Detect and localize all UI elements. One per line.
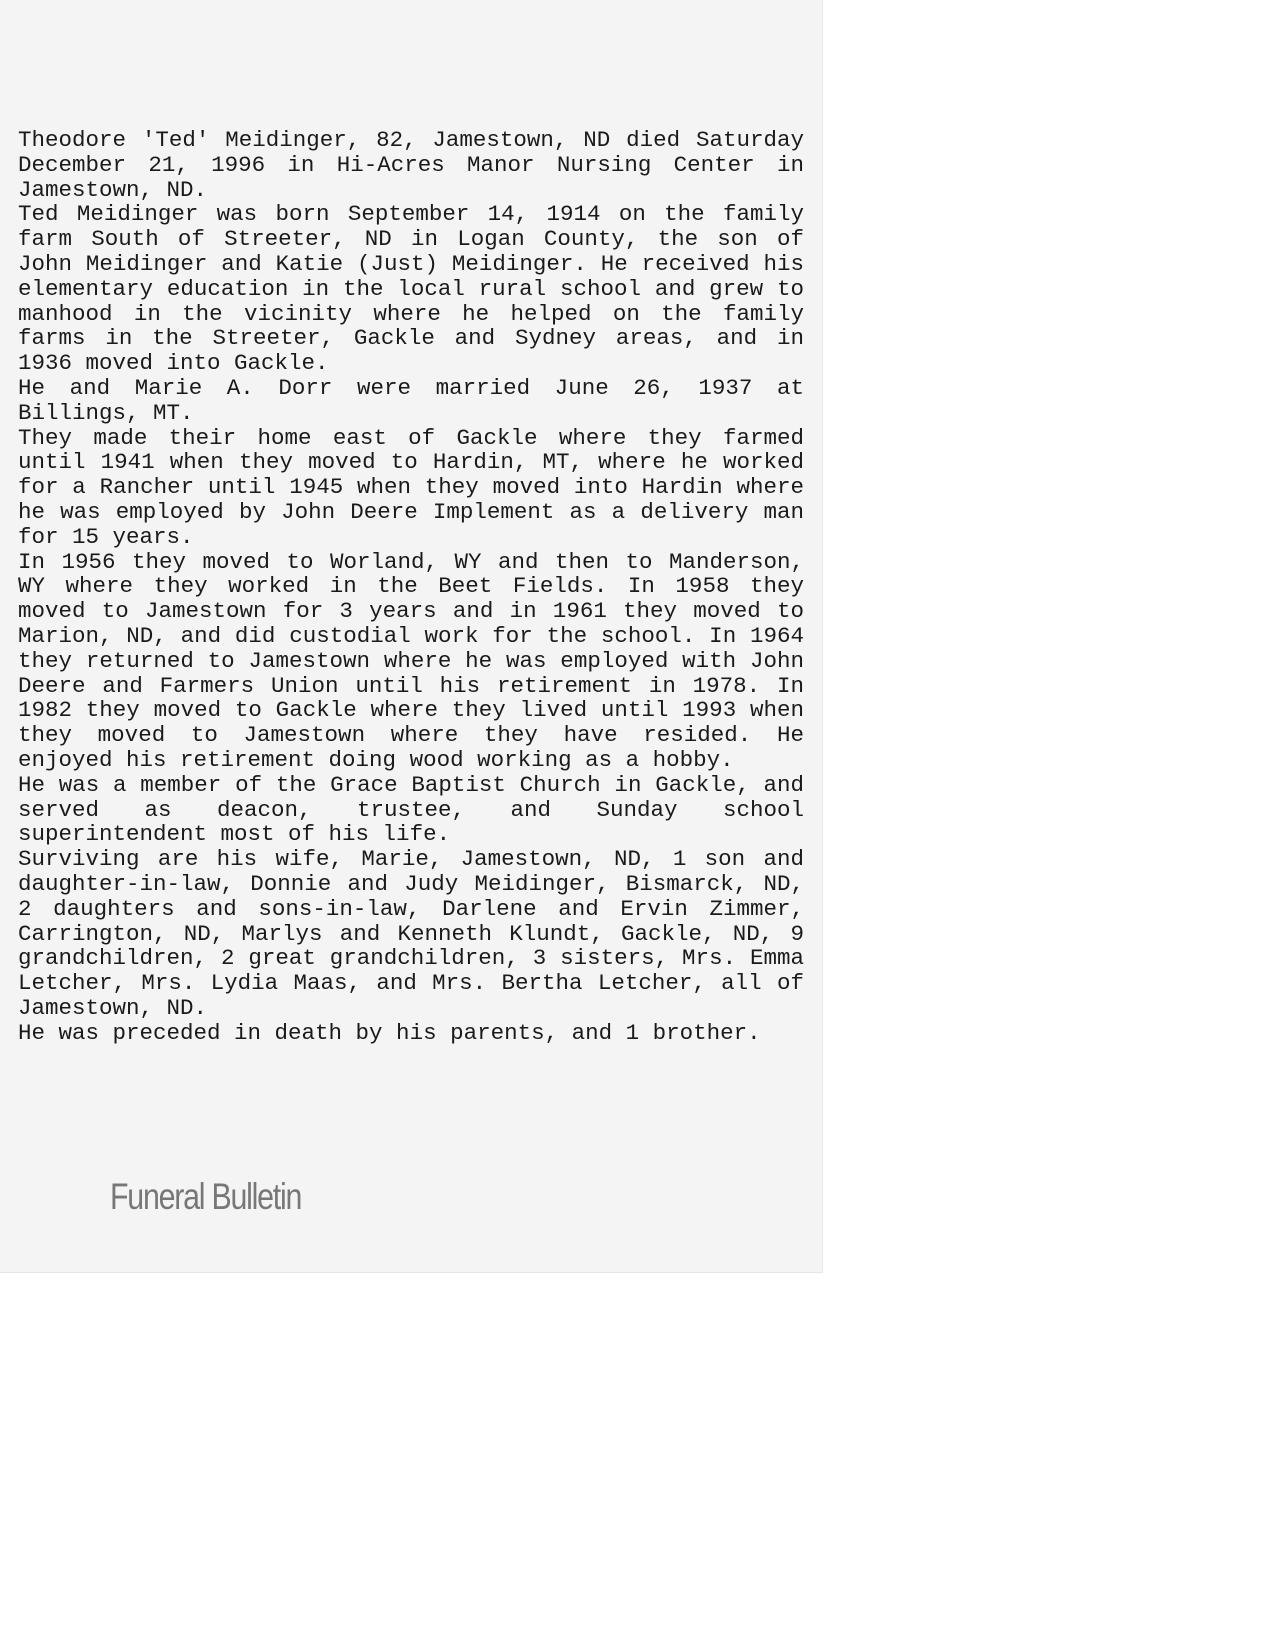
scanned-page (0, 0, 823, 1273)
paragraph-survivors: Surviving are his wife, Marie, Jamestown, ND, 1 son and daughter-in-law, Donnie and Judy Meidinger, Bismarck, ND, 2 daughters and sons-in-law, Darlene and Ervin Zimmer, Carrington, ND, Marlys and Kenneth Klundt, Gackle, ND, 9 grandchildren, 2 great grandchildren, 3 sisters, Mrs. Emma Letcher, Mrs. Lydia Maas, and Mrs. Bertha Letcher, all of Jamestown, ND. (18, 846, 804, 1021)
paragraph-death-notice: Theodore 'Ted' Meidinger, 82, Jamestown, ND died Saturday December 21, 1996 in Hi-Acres Manor Nursing Center in Jamestown, ND. (18, 127, 804, 203)
paragraph-marriage: He and Marie A. Dorr were married June 26, 1937 at Billings, MT. (18, 374, 804, 426)
paragraph-later-moves: In 1956 they moved to Worland, WY and then to Manderson, WY where they worked in the Beet Fields. In 1958 they moved to Jamestown for 3 years and in 1961 they moved to Marion, ND, and did custodial work for the school. In 1964 they returned to Jamestown where he was employed with John Deere and Farmers Union until his retirement in 1978. In 1982 they moved to Gackle where they lived until 1993 when they moved to Jamestown where they have resided. He enjoyed his retirement doing wood working as a hobby. (18, 548, 804, 773)
paragraph-church: He was a member of the Grace Baptist Church in Gackle, and served as deacon, trustee, and Sunday school superintendent most of his life. (18, 771, 804, 848)
paragraph-hardin-years: They made their home east of Gackle where they farmed until 1941 when they moved to Hardin, MT, where he worked for a Rancher until 1945 when they moved into Hardin where he was employed by John Deere Implement as a delivery man for 15 years. (18, 424, 804, 550)
funeral-bulletin-label: Funeral Bulletin (110, 1176, 302, 1217)
obituary-text (18, 128, 804, 1045)
paragraph-preceded: He was preceded in death by his parents, and 1 brother. (18, 1019, 761, 1046)
paragraph-early-life: Ted Meidinger was born September 14, 1914 on the family farm South of Streeter, ND in Logan County, the son of John Meidinger and Katie (Just) Meidinger. He received his elementary education in the local rural school and grew to manhood in the vicinity where he helped on the family farms in the Streeter, Gackle and Sydney areas, and in 1936 moved into Gackle. (18, 201, 804, 377)
